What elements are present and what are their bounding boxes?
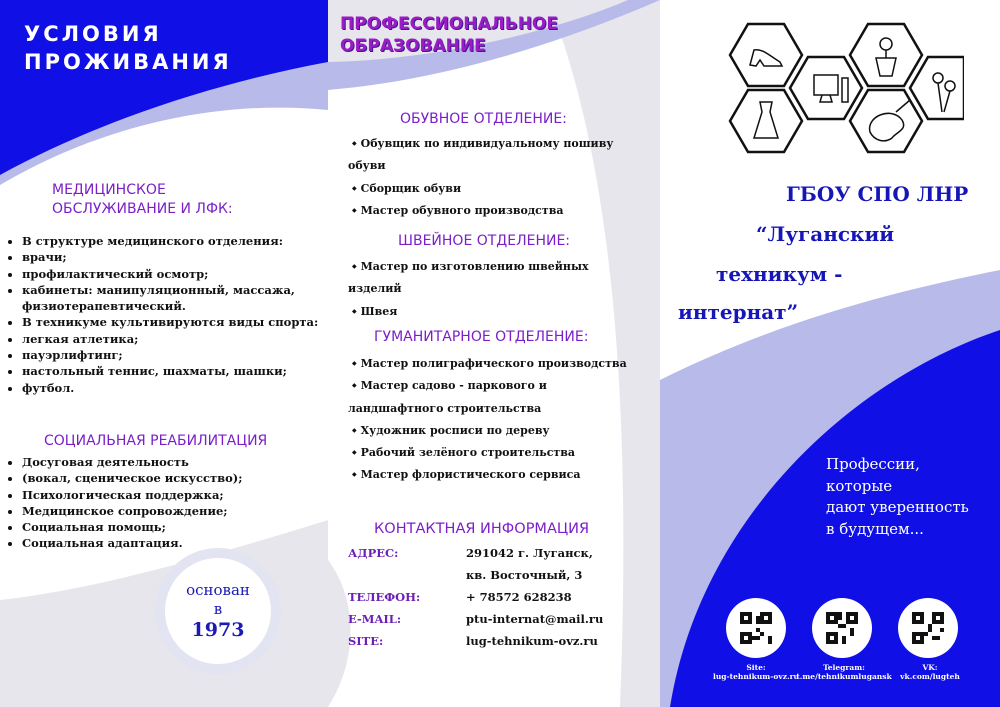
qr-code-site[interactable] <box>726 598 786 658</box>
phone-value[interactable]: + 78572 628238 <box>466 590 572 604</box>
humanities-department-list <box>348 353 653 487</box>
list-item: ◆ Мастер по изготовлению швейных <box>348 256 648 278</box>
education-title <box>340 13 558 57</box>
org-name-line-4: интернат” <box>678 300 799 324</box>
panel-professional-education <box>328 0 660 707</box>
qr-caption-label: Site: <box>746 663 766 672</box>
medical-heading-line-2: ОБСЛУЖИВАНИЕ И ЛФК: <box>52 201 233 217</box>
qr-pattern-icon <box>740 612 772 644</box>
org-name-line-2: “Луганский <box>756 222 895 246</box>
qr-code-telegram[interactable] <box>812 598 872 658</box>
slogan-line-1: Профессии, <box>826 455 920 473</box>
list-item: • легкая атлетика; <box>22 331 322 347</box>
org-name-line-1: ГБОУ СПО ЛНР <box>786 182 969 206</box>
slogan-line-3: дают уверенность <box>826 498 969 516</box>
list-item: • футбол. <box>22 380 322 396</box>
list-item: ◆ Художник росписи по дереву <box>348 420 653 442</box>
medical-heading-line-1: МЕДИЦИНСКОЕ <box>52 182 166 198</box>
list-item: ◆ Обувщик по индивидуальному пошиву <box>348 133 648 155</box>
list-item: ◆ Мастер полиграфического производства <box>348 353 653 375</box>
list-item: • Досуговая деятельность <box>22 454 322 470</box>
humanities-department-heading: ГУМАНИТАРНОЕ ОТДЕЛЕНИЕ: <box>374 329 589 345</box>
living-conditions-title <box>24 20 232 76</box>
phone-label: ТЕЛЕФОН: <box>348 590 421 604</box>
slogan-line-4: в будущем... <box>826 519 924 538</box>
qr-caption-value: t.me/tehnikumlugansk <box>796 672 892 681</box>
founded-badge <box>165 558 271 664</box>
address-value: 291042 г. Луганск, <box>466 546 593 560</box>
list-item: • Медицинское сопровождение; <box>22 503 322 519</box>
list-item: • В структуре медицинского отделения: <box>22 233 322 249</box>
sewing-department-heading: ШВЕЙНОЕ ОТДЕЛЕНИЕ: <box>398 233 571 249</box>
list-item: ◆ Швея <box>348 301 648 323</box>
sewing-department-list <box>348 256 648 323</box>
hexagon-logo <box>724 20 964 156</box>
founded-preposition: в <box>213 600 223 618</box>
list-item: • настольный теннис, шахматы, шашки; <box>22 363 322 379</box>
address-value-2: кв. Восточный, 3 <box>466 568 583 582</box>
list-item: ◆ Мастер обувного производства <box>348 200 648 222</box>
list-item: ландшафтного строительства <box>348 401 542 415</box>
medical-list <box>0 233 322 396</box>
list-item: • профилактический осмотр; <box>22 266 322 282</box>
medical-heading <box>52 181 233 219</box>
qr-caption-site <box>706 663 806 681</box>
list-item: • кабинеты: манипуляционный, массажа, физиотерапевтический. <box>22 282 322 315</box>
shoe-department-list <box>348 133 648 222</box>
list-item: • Социальная помощь; <box>22 519 322 535</box>
social-list <box>0 454 322 552</box>
list-item: • Психологическая поддержка; <box>22 487 322 503</box>
qr-pattern-icon <box>826 612 858 644</box>
list-item: ◆ Рабочий зелёного строительства <box>348 442 653 464</box>
org-name-line-3: техникум - <box>716 262 843 286</box>
list-item: • В техникуме культивируются виды спорта: <box>22 314 322 330</box>
title-line-2: ПРОЖИВАНИЯ <box>24 50 232 74</box>
qr-caption-label: Telegram: <box>823 663 865 672</box>
slogan <box>826 454 969 540</box>
list-item: • врачи; <box>22 249 322 265</box>
email-value[interactable]: ptu-internat@mail.ru <box>466 612 604 626</box>
email-label: E-MAIL: <box>348 612 402 626</box>
founded-year: 1973 <box>191 619 245 641</box>
title-line-2: ОБРАЗОВАНИЕ <box>340 36 486 56</box>
qr-caption-telegram <box>794 663 894 681</box>
title-line-1: УСЛОВИЯ <box>24 22 162 46</box>
qr-caption-value: vk.com/lugteh <box>900 672 960 681</box>
list-item: • (вокал, сценическое искусство); <box>22 470 322 486</box>
list-item: ◆ Сборщик обуви <box>348 178 648 200</box>
list-item: • Социальная адаптация. <box>22 535 322 551</box>
qr-caption-label: VK: <box>922 663 938 672</box>
list-item: изделий <box>348 282 402 296</box>
list-item: ◆ Мастер флористического сервиса <box>348 464 653 486</box>
site-label: SITE: <box>348 634 384 648</box>
panel-living-conditions <box>0 0 328 707</box>
qr-code-vk[interactable] <box>898 598 958 658</box>
panel-cover <box>660 0 1000 707</box>
founded-text: основан <box>186 581 250 599</box>
list-item: ◆ Мастер садово - паркового и <box>348 375 653 397</box>
site-value[interactable]: lug-tehnikum-ovz.ru <box>466 634 598 648</box>
list-item: обуви <box>348 159 386 173</box>
qr-pattern-icon <box>912 612 944 644</box>
qr-caption-vk <box>892 663 968 681</box>
shoe-department-heading: ОБУВНОЕ ОТДЕЛЕНИЕ: <box>400 111 567 127</box>
slogan-line-2: которые <box>826 476 893 495</box>
title-line-1: ПРОФЕССИОНАЛЬНОЕ <box>340 14 558 34</box>
contacts-heading: КОНТАКТНАЯ ИНФОРМАЦИЯ <box>374 521 590 537</box>
address-label: АДРЕС: <box>348 546 399 560</box>
qr-caption-value: lug-tehnikum-ovz.ru <box>713 672 799 681</box>
social-heading: СОЦИАЛЬНАЯ РЕАБИЛИТАЦИЯ <box>44 433 268 449</box>
list-item: • пауэрлифтинг; <box>22 347 322 363</box>
